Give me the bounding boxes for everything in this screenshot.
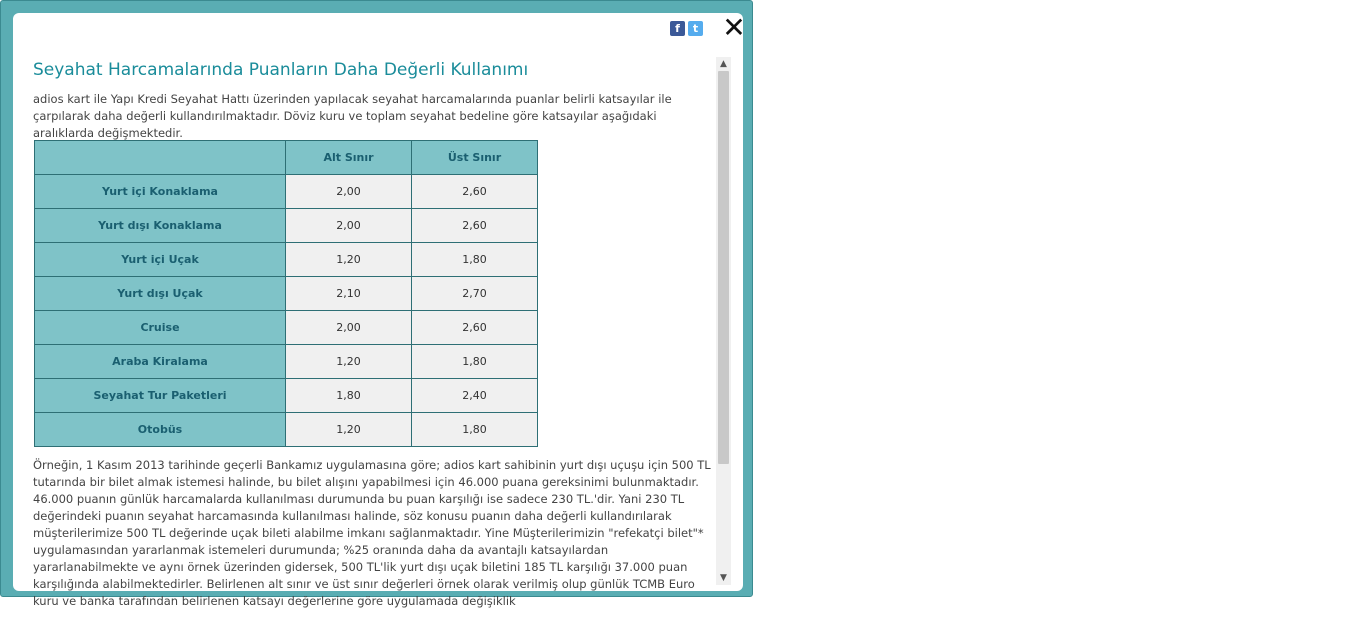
vertical-scrollbar[interactable] xyxy=(716,57,731,585)
row-alt-value: 1,20 xyxy=(286,345,412,379)
row-alt-value: 2,00 xyxy=(286,311,412,345)
modal-content-panel xyxy=(13,13,743,608)
table-row xyxy=(35,345,538,379)
table-row xyxy=(35,277,538,311)
row-alt-value: 1,20 xyxy=(286,413,412,447)
table-row xyxy=(35,311,538,345)
row-alt-value: 2,00 xyxy=(286,209,412,243)
row-ust-value: 1,80 xyxy=(412,413,538,447)
table-header-alt-sinir: Alt Sınır xyxy=(286,141,412,175)
table-header-empty xyxy=(35,141,286,175)
facebook-share-icon[interactable]: f xyxy=(670,21,685,36)
table-row xyxy=(35,379,538,413)
twitter-share-icon[interactable]: t xyxy=(688,21,703,36)
row-ust-value: 2,70 xyxy=(412,277,538,311)
article-title: Seyahat Harcamalarında Puanların Daha Değerli Kullanımı xyxy=(33,60,529,80)
row-ust-value: 2,40 xyxy=(412,379,538,413)
multiplier-table xyxy=(34,140,538,447)
table-header-ust-sinir: Üst Sınır xyxy=(412,141,538,175)
row-label: Otobüs xyxy=(35,413,286,447)
article-intro: adios kart ile Yapı Kredi Seyahat Hattı üzerinden yapılacak seyahat harcamalarında puanlar belirli katsayılar ile çarpılarak daha değerli kullandırılmaktadır. Döviz kuru ve toplam seyahat bedeline göre katsayılar aşağıdaki aralıklarda değişmektedir. xyxy=(33,92,672,140)
row-alt-value: 1,20 xyxy=(286,243,412,277)
row-ust-value: 2,60 xyxy=(412,175,538,209)
row-label: Araba Kiralama xyxy=(35,345,286,379)
row-label: Seyahat Tur Paketleri xyxy=(35,379,286,413)
table-row xyxy=(35,175,538,209)
scroll-up-arrow-icon[interactable]: ▲ xyxy=(720,59,727,69)
row-ust-value: 1,80 xyxy=(412,345,538,379)
row-ust-value: 2,60 xyxy=(412,311,538,345)
row-label: Yurt dışı Konaklama xyxy=(35,209,286,243)
table-row xyxy=(35,209,538,243)
row-label: Yurt içi Konaklama xyxy=(35,175,286,209)
row-label: Yurt içi Uçak xyxy=(35,243,286,277)
row-alt-value: 2,10 xyxy=(286,277,412,311)
table-row xyxy=(35,413,538,447)
table-row xyxy=(35,243,538,277)
row-alt-value: 1,80 xyxy=(286,379,412,413)
row-label: Cruise xyxy=(35,311,286,345)
scroll-down-arrow-icon[interactable]: ▼ xyxy=(720,573,727,583)
scrollbar-thumb[interactable] xyxy=(718,71,729,464)
table-header-row xyxy=(35,141,538,175)
close-icon[interactable]: ✕ xyxy=(722,11,746,44)
row-label: Yurt dışı Uçak xyxy=(35,277,286,311)
article-content xyxy=(33,57,716,608)
row-ust-value: 2,60 xyxy=(412,209,538,243)
article-body: Örneğin, 1 Kasım 2013 tarihinde geçerli Bankamız uygulamasına göre; adios kart sahibinin yurt dışı uçuşu için 500 TL tutarında bir bilet almak istemesi halinde, bu bilet alışını yapabilmesi için 46.000 puana gereksinimi bulunmaktadır. 46.000 puanın günlük harcamalarda kullanılması durumunda bu puan karşılığı ise sadece 230 TL.'dir. Yani 230 TL değerindeki puanın seyahat harcamasında kullanılması halinde, söz konusu puanın daha değerli kullandırılarak müşterilerimize 500 TL değerinde uçak bileti alabilme imkanı sağlanmaktadır. Yine Müşterilerimizin "refekatçi bilet"* uygulamasından yararlanmak istemeleri durumunda; %25 oranında daha da avantajlı katsayılardan yararlanabilmekte ve aynı örnek üzerinden gidersek, 500 TL'lik yurt dışı uçak biletini 185 TL karşılığı 37.000 puan karşılığında alabilmektedirler. Belirlenen alt sınır ve üst sınır değerleri örnek olarak verilmiş olup günlük TCMB Euro kuru ve banka tarafından belirlenen katsayı değerlerine göre uygulamada değişiklik xyxy=(33,458,711,608)
row-alt-value: 2,00 xyxy=(286,175,412,209)
row-ust-value: 1,80 xyxy=(412,243,538,277)
